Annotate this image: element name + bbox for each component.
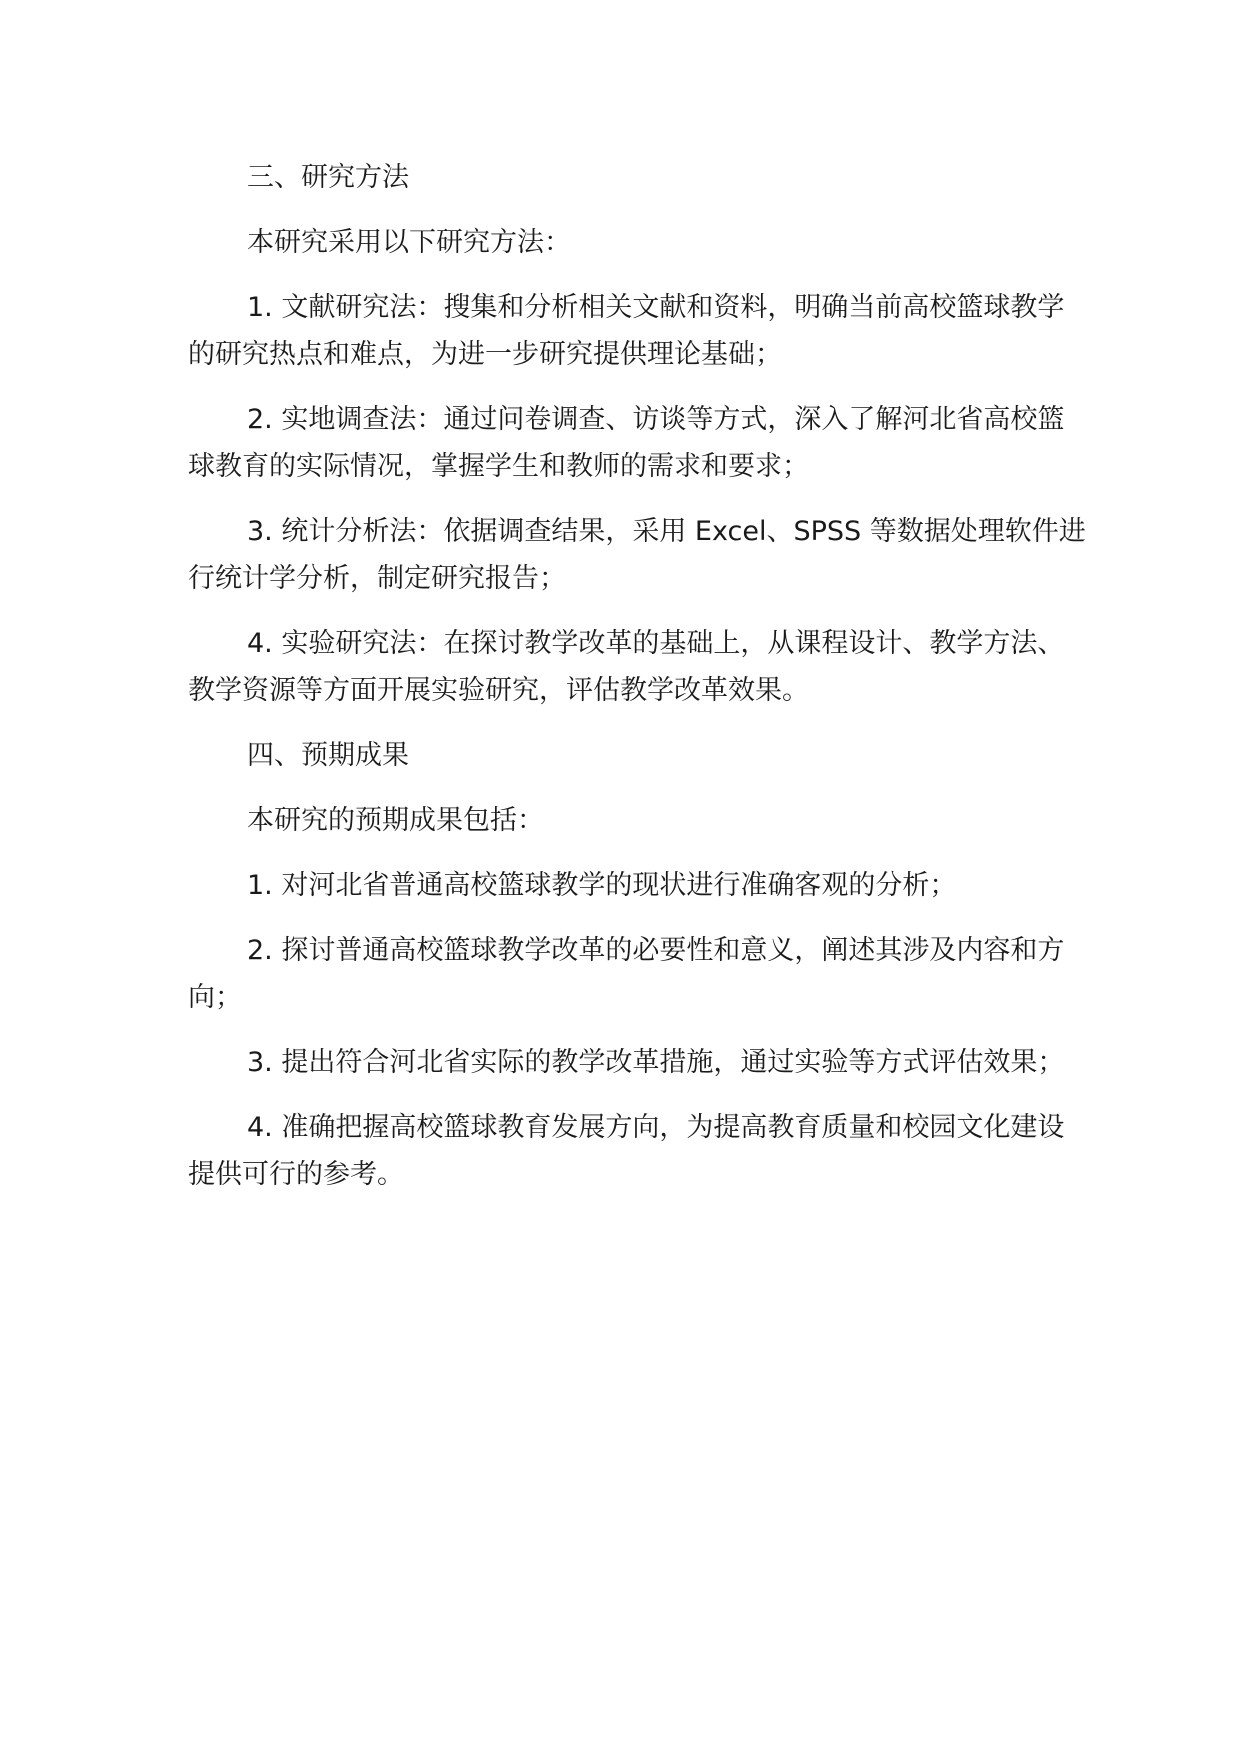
method-item-3: 3. 统计分析法：依据调查结果，采用 Excel、SPSS 等数据处理软件进行统计学分析，制定研究报告； (188, 516, 1086, 594)
document-body (188, 154, 1088, 1216)
outcome-item-1: 1. 对河北省普通高校篮球教学的现状进行准确客观的分析； (247, 870, 957, 901)
outcome-item-2: 2. 探讨普通高校篮球教学改革的必要性和意义，阐述其涉及内容和方向； (188, 935, 1065, 1013)
outcome-item-3: 3. 提出符合河北省实际的教学改革措施，通过实验等方式评估效果； (247, 1047, 1065, 1078)
method-item-1: 1. 文献研究法：搜集和分析相关文献和资料，明确当前高校篮球教学的研究热点和难点，为进一步研究提供理论基础； (188, 292, 1065, 370)
section-intro-outcomes: 本研究的预期成果包括： (247, 805, 544, 836)
section-intro-methods: 本研究采用以下研究方法： (247, 227, 571, 258)
section-heading-outcomes: 四、预期成果 (247, 740, 409, 771)
method-item-4: 4. 实验研究法：在探讨教学改革的基础上，从课程设计、教学方法、教学资源等方面开展实验研究，评估教学改革效果。 (188, 628, 1065, 706)
section-heading-methods: 三、研究方法 (247, 162, 409, 193)
method-item-2: 2. 实地调查法：通过问卷调查、访谈等方式，深入了解河北省高校篮球教育的实际情况，掌握学生和教师的需求和要求； (188, 404, 1065, 482)
outcome-item-4: 4. 准确把握高校篮球教育发展方向，为提高教育质量和校园文化建设提供可行的参考。 (188, 1112, 1065, 1190)
